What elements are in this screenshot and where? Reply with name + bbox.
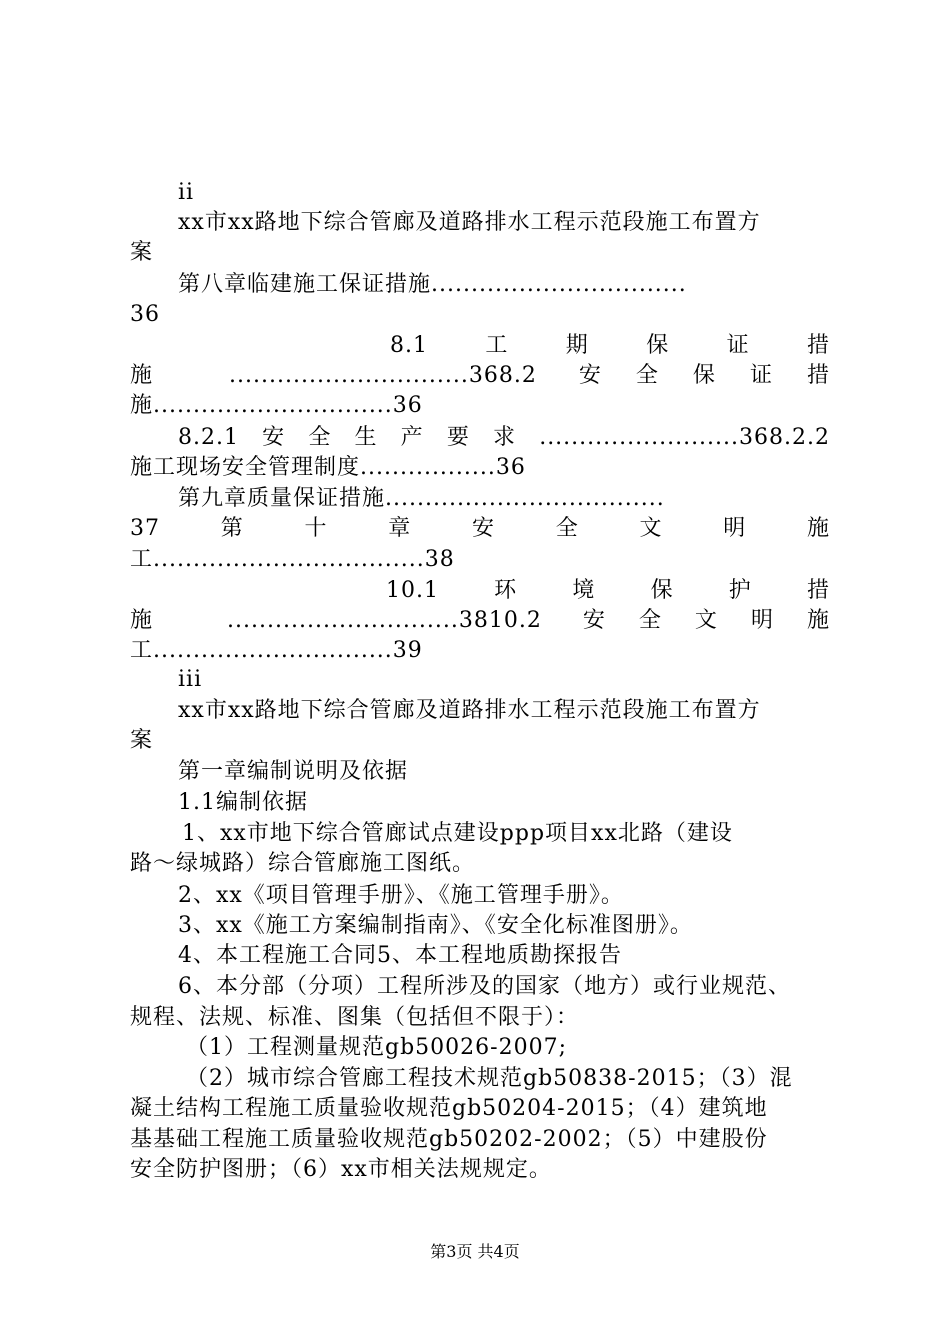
basis-item-6-continued: 规程、法规、标准、图集（包括但不限于）： xyxy=(130,1005,580,1030)
toc-page-number: 36 xyxy=(130,302,160,327)
standard-item-1: （1）工程测量规范gb50026-2007; xyxy=(186,1035,567,1060)
section-1-1-heading: 1.1编制依据 xyxy=(178,790,308,815)
document-title: xx市xx路地下综合管廊及道路排水工程示范段施工布置方 xyxy=(178,210,761,235)
standard-item-3-4: 凝土结构工程施工质量验收规范gb50204-2015；（4）建筑地 xyxy=(130,1096,768,1121)
basis-item-2: 2、xx《项目管理手册》、《施工管理手册》。 xyxy=(178,883,624,908)
standard-item-5-6: 安全防护图册；（6）xx市相关法规规定。 xyxy=(130,1157,552,1182)
basis-item-4-5: 4、本工程施工合同5、本工程地质勘探报告 xyxy=(178,943,622,968)
toc-entry-line: 工..................................38 xyxy=(130,547,455,572)
document-title-continued: 案 xyxy=(130,728,154,753)
basis-item-6: 6、本分部（分项）工程所涉及的国家（地方）或行业规范、 xyxy=(178,974,791,999)
toc-entry-chapter-10: 37 第 十 章 安 全 文 明 施 xyxy=(130,516,830,541)
page-footer: 第3页 共4页 xyxy=(430,1242,520,1261)
toc-entry-chapter-9: 第九章质量保证措施................................... xyxy=(178,486,665,511)
toc-entry-line: 工..............................39 xyxy=(130,638,423,663)
toc-entry-10-2: 施 .............................3810.2 安全文明施 xyxy=(130,608,830,633)
toc-entry-10-1: 10.1 环 境 保 护 措 xyxy=(386,578,830,603)
toc-entry-8-1: 8.1 工 期 保 证 措 xyxy=(390,333,830,358)
document-title-continued: 案 xyxy=(130,240,154,265)
document-title: xx市xx路地下综合管廊及道路排水工程示范段施工布置方 xyxy=(178,698,761,723)
toc-entry-8-2: 施 ..............................368.2 安全保证措 xyxy=(130,363,830,388)
toc-entry-line: 施..............................36 xyxy=(130,393,423,418)
basis-item-1-continued: 路～绿城路）综合管廊施工图纸。 xyxy=(130,851,476,876)
toc-entry-chapter-8: 第八章临建施工保证措施................................ xyxy=(178,272,687,297)
standard-item-2-3: （2）城市综合管廊工程技术规范gb50838-2015；（3）混 xyxy=(186,1066,793,1091)
basis-item-1: 1、xx市地下综合管廊试点建设ppp项目xx北路（建设 xyxy=(182,821,733,846)
page-roman-numeral: ii xyxy=(178,180,195,205)
toc-entry-8-2-1: 8.2.1安全生产要求.........................368.2.2 xyxy=(178,425,830,450)
standard-item-4-5: 基基础工程施工质量验收规范gb50202-2002；（5）中建股份 xyxy=(130,1127,768,1152)
page-roman-numeral: iii xyxy=(178,667,203,692)
toc-entry-8-2-2: 施工现场安全管理制度.................36 xyxy=(130,455,526,480)
chapter-1-heading: 第一章编制说明及依据 xyxy=(178,759,409,784)
basis-item-3: 3、xx《施工方案编制指南》、《安全化标准图册》。 xyxy=(178,913,693,938)
